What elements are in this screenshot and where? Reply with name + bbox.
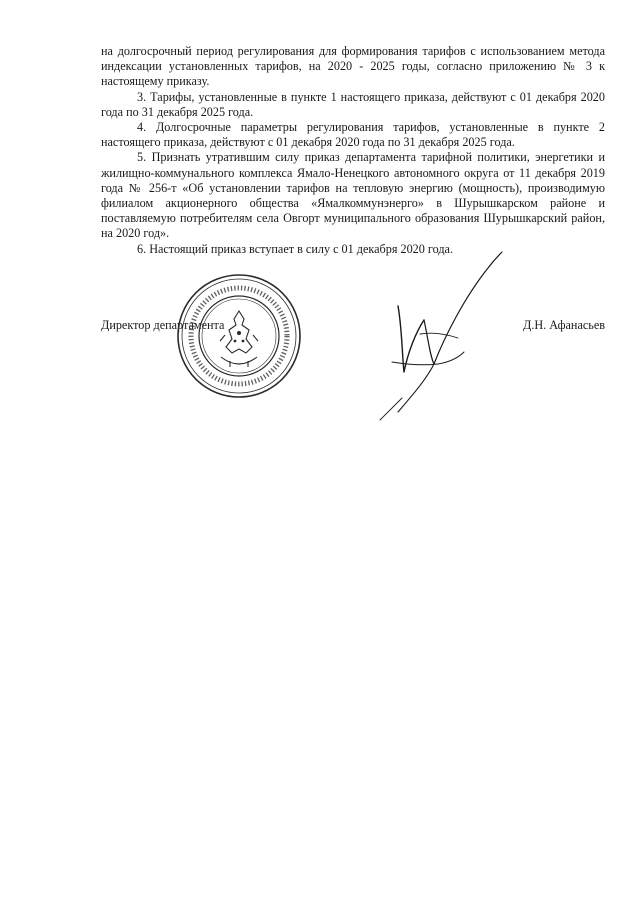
paragraph-clause-6: 6. Настоящий приказ вступает в силу с 01 декабря 2020 года.: [137, 241, 453, 256]
order-body: [101, 44, 605, 257]
signatory-position: Директор департамента: [101, 318, 225, 332]
handwritten-signature: [368, 248, 518, 428]
official-seal: [176, 273, 302, 399]
signatory-name: Д.Н. Афанасьев: [523, 318, 605, 332]
paragraph-clause-4: 4. Долгосрочные параметры регулирования тарифов, установленные в пункте 2 настоящего приказа, действуют с 01 декабря 2020 года по 31 декабря 2025 года.: [101, 120, 605, 150]
paragraph-clause-3: 3. Тарифы, установленные в пункте 1 настоящего приказа, действуют с 01 декабря 2020 года по 31 декабря 2025 года.: [101, 89, 605, 119]
paragraph-continuation: на долгосрочный период регулирования для формирования тарифов с использованием метода индексации установленных тарифов, на 2020 - 2025 годы, согласно приложению № 3 к настоящему приказу.: [101, 44, 605, 89]
paragraph-clause-5: 5. Признать утратившим силу приказ департамента тарифной политики, энергетики и жилищно-коммунального комплекса Ямало-Ненецкого автономного округа от 11 декабря 2019 года № 256-т «Об установлении тарифов на тепловую энергию (мощность), производимую филиалом акционерного общества «Ямалкоммунэнерго» в Шурышкарском районе и поставляемую потребителям села Овгорт муниципального образования Шурышкарский район, на 2020 год».: [101, 150, 605, 241]
